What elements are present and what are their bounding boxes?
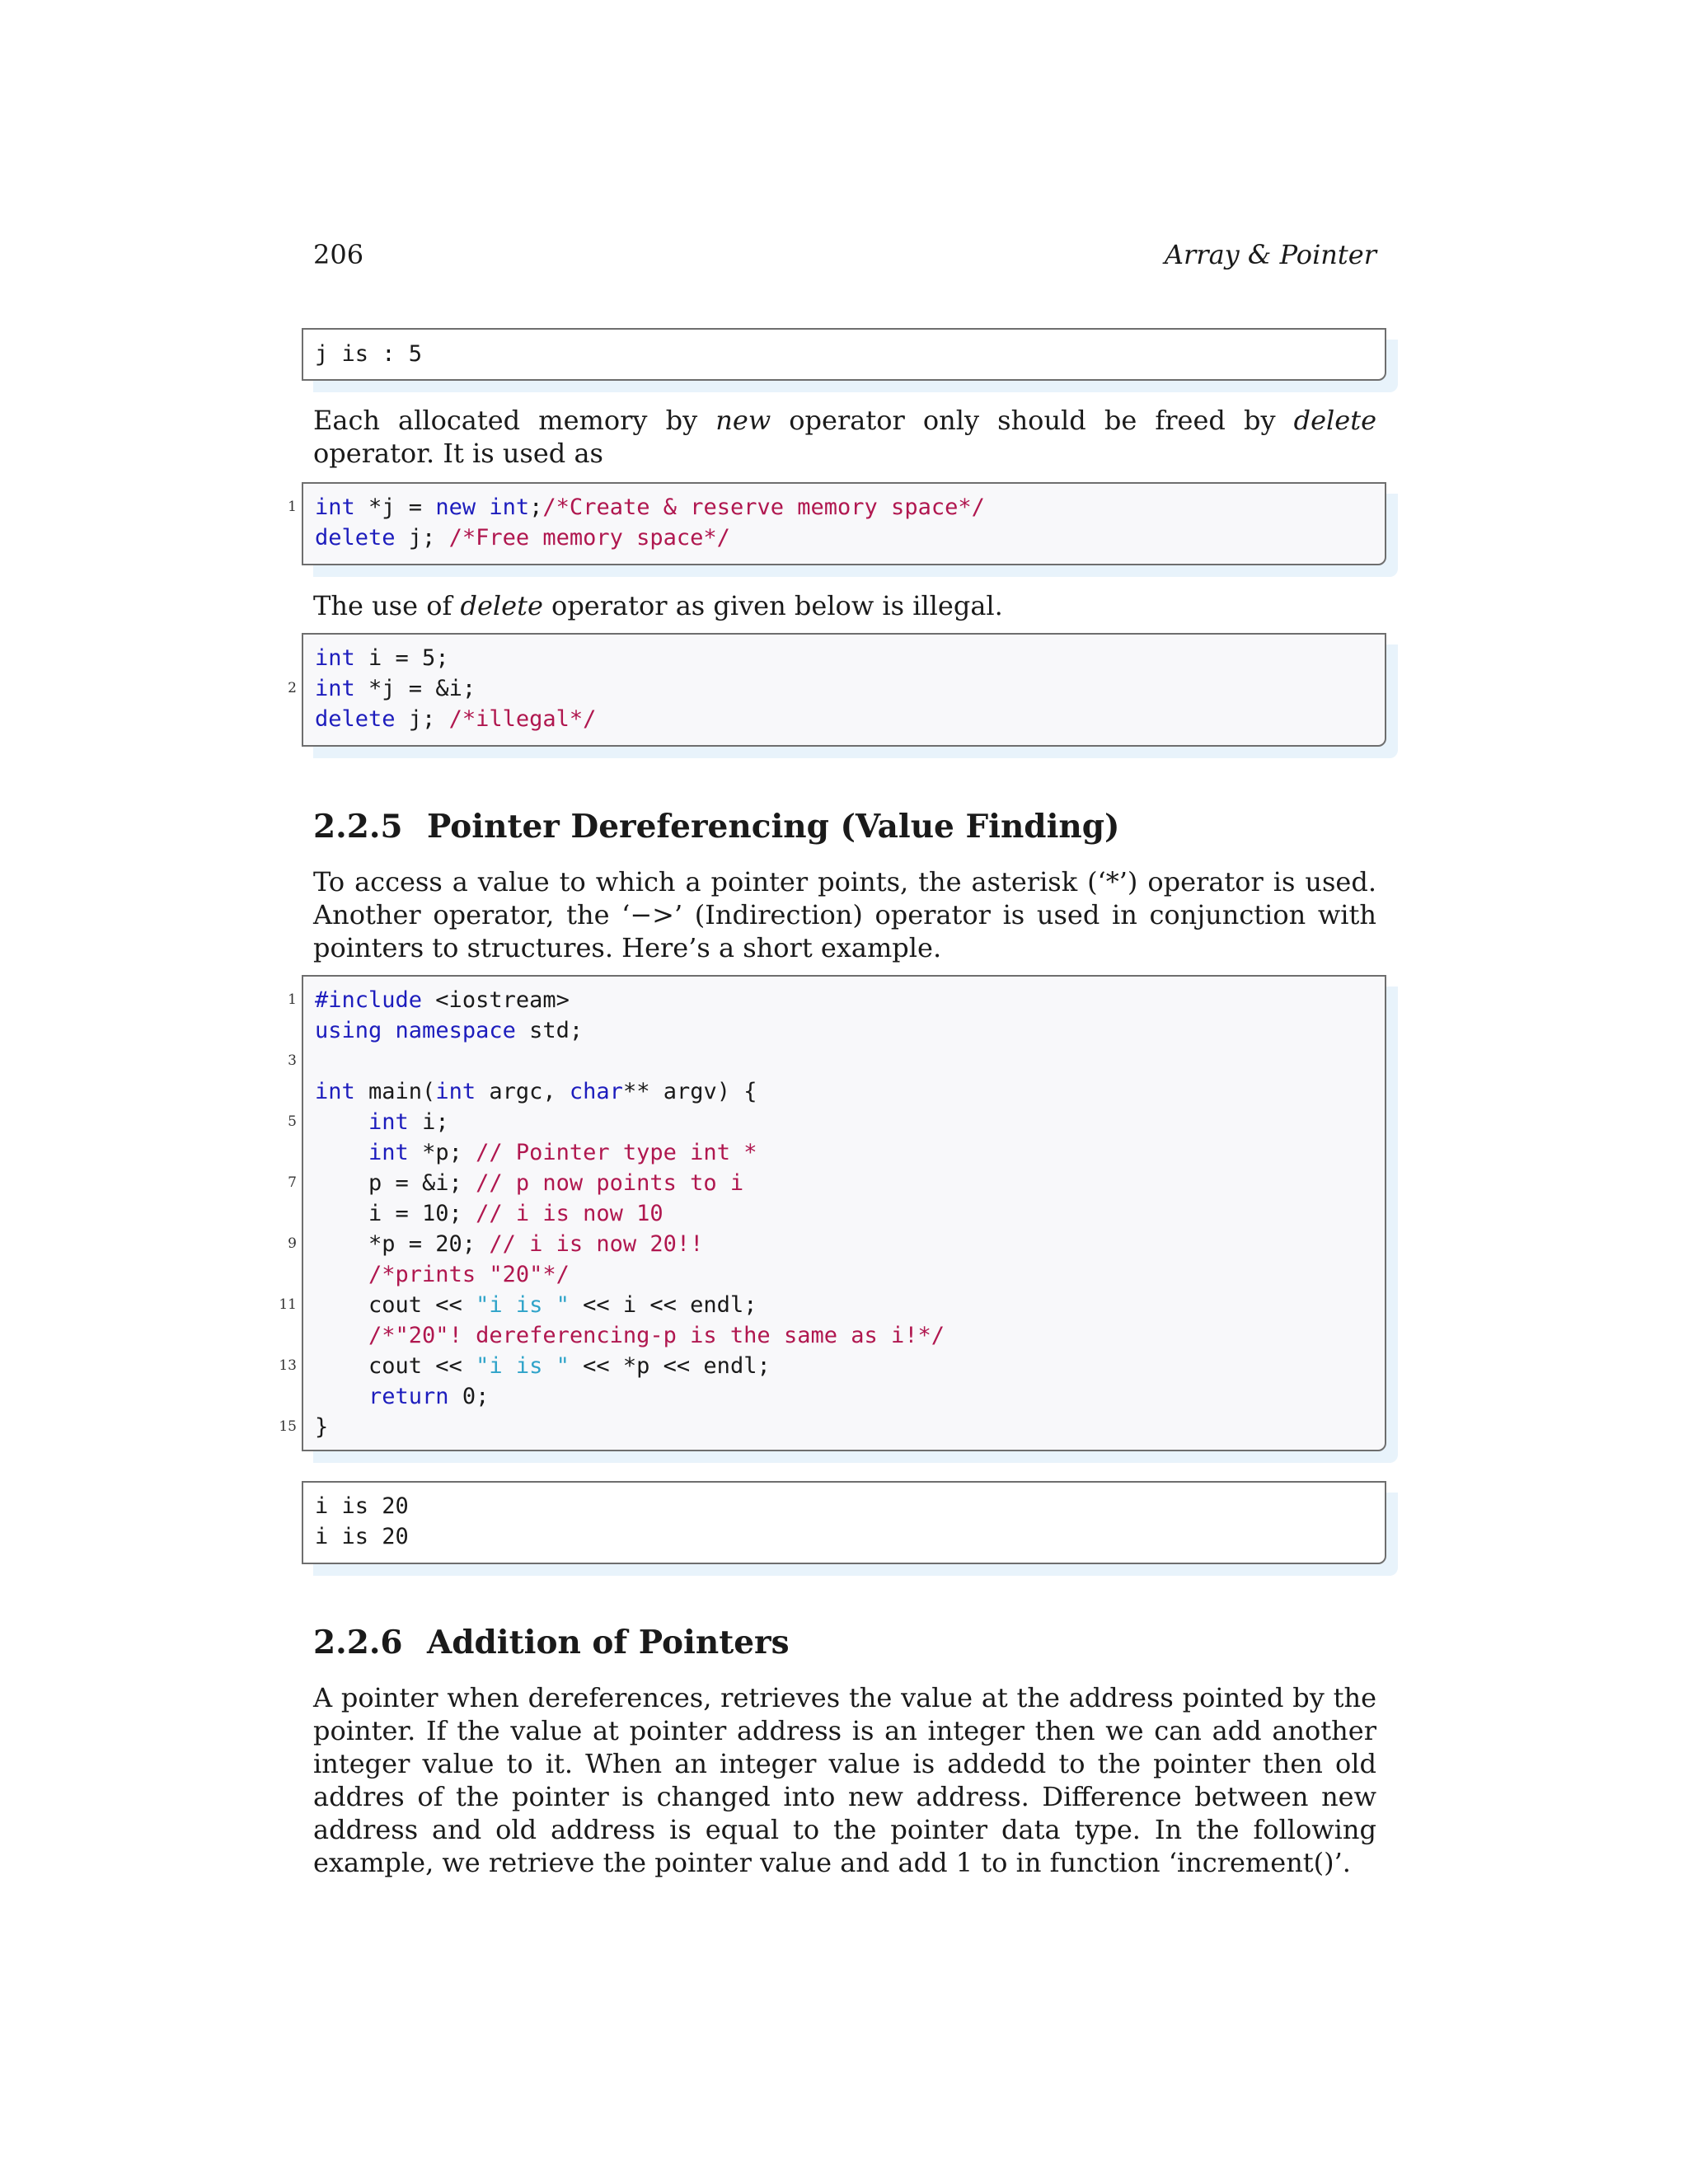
code-keyword: int <box>315 645 355 671</box>
code-comment: // i is now 10 <box>476 1201 663 1226</box>
line-number: 11 <box>279 1296 297 1313</box>
code-line <box>279 1351 1385 1381</box>
code-text: << i << endl; <box>569 1292 757 1318</box>
output-text: i is 20 <box>315 1524 409 1549</box>
paragraph-2-text-a: The use of <box>313 590 461 621</box>
code-text: cout << <box>315 1292 476 1318</box>
code-keyword: int <box>435 1079 476 1104</box>
code-line <box>279 1290 1385 1320</box>
code-listing-2 <box>288 633 1386 747</box>
code-line <box>288 1046 1385 1076</box>
code-line <box>288 1168 1385 1198</box>
code-line <box>303 1259 1385 1290</box>
code-string: "i is " <box>476 1353 570 1379</box>
code-keyword: return <box>368 1384 449 1409</box>
code-line <box>288 1107 1385 1137</box>
code-text: j; <box>395 706 449 732</box>
code-line <box>288 1229 1385 1259</box>
line-number: 7 <box>288 1174 297 1191</box>
code-line <box>303 1015 1385 1046</box>
code-comment: // p now points to i <box>476 1170 744 1196</box>
running-head <box>313 239 1376 272</box>
line-number: 9 <box>288 1235 297 1252</box>
code-text <box>315 1323 368 1348</box>
line-number: 5 <box>288 1113 297 1130</box>
code-line <box>303 1137 1385 1168</box>
code-keyword: char <box>569 1079 623 1104</box>
code-text <box>315 1109 368 1135</box>
code-text: *j = <box>354 494 436 520</box>
code-keyword: int <box>489 494 530 520</box>
code-text: << *p << endl; <box>569 1353 771 1379</box>
code-keyword: namespace <box>395 1018 516 1043</box>
code-text: std; <box>515 1018 584 1043</box>
code-line <box>288 985 1385 1015</box>
code-text: *j = &i; <box>354 676 476 701</box>
code-text: j; <box>395 525 449 551</box>
code-text <box>315 1262 368 1287</box>
code-keyword: using <box>315 1018 382 1043</box>
code-text: <iostream> <box>422 987 570 1013</box>
code-listing-3 <box>279 975 1386 1451</box>
line-number: 3 <box>288 1052 297 1069</box>
code-line <box>303 1198 1385 1229</box>
code-line <box>303 1076 1385 1107</box>
code-text: } <box>315 1414 329 1440</box>
code-string: "i is " <box>476 1292 570 1318</box>
code-text: i = 10; <box>315 1201 476 1226</box>
output-line <box>303 339 1385 369</box>
section-title: Addition of Pointers <box>427 1624 790 1661</box>
code-comment: /*Create & reserve memory space*/ <box>542 494 985 520</box>
line-number: 1 <box>288 499 297 515</box>
code-text <box>476 494 489 520</box>
code-line <box>288 492 1385 523</box>
code-comment: /*Free memory space*/ <box>448 525 730 551</box>
line-number: 2 <box>288 680 297 696</box>
section-heading-2-2-6 <box>313 1624 790 1661</box>
code-comment: /*illegal*/ <box>448 706 597 732</box>
section-number: 2.2.6 <box>313 1624 403 1661</box>
paragraph-1 <box>313 404 1376 470</box>
paragraph-2-text-b: operator as given below is illegal. <box>542 590 1003 621</box>
code-keyword: int <box>368 1140 409 1165</box>
code-keyword: int <box>368 1109 409 1135</box>
output-line <box>303 1491 1385 1521</box>
code-comment: // i is now 20!! <box>489 1231 704 1257</box>
output-text: i is 20 <box>315 1493 409 1519</box>
code-keyword: delete <box>315 525 396 551</box>
code-comment: /*"20"! dereferencing-p is the same as i!*/ <box>368 1323 945 1348</box>
code-text: main( <box>354 1079 436 1104</box>
code-line <box>303 523 1385 553</box>
code-text: *p = 20; <box>315 1231 490 1257</box>
paragraph-2 <box>313 589 1376 622</box>
output-text: j is : 5 <box>315 341 423 367</box>
code-keyword: int <box>315 676 355 701</box>
running-title: Array & Pointer <box>1164 239 1376 270</box>
code-line <box>279 1412 1385 1442</box>
code-keyword: delete <box>315 706 396 732</box>
code-comment: // Pointer type int * <box>476 1140 757 1165</box>
output-box-2 <box>302 1481 1386 1564</box>
output-box-1 <box>302 328 1386 381</box>
code-line <box>288 673 1385 704</box>
code-text: argc, <box>476 1079 570 1104</box>
output-line <box>303 1521 1385 1552</box>
code-text: i = 5; <box>354 645 449 671</box>
paragraph-2-emphasis-delete: delete <box>460 590 543 621</box>
code-keyword: int <box>315 494 355 520</box>
code-text: *p; <box>408 1140 476 1165</box>
paragraph-1-text-a: Each allocated memory by <box>313 405 716 436</box>
code-keyword: new <box>435 494 476 520</box>
paragraph-1-text-c: operator. It is used as <box>313 438 603 469</box>
line-number: 15 <box>279 1418 297 1435</box>
code-line <box>303 643 1385 673</box>
paragraph-1-emphasis-delete: delete <box>1293 405 1377 436</box>
line-number: 13 <box>279 1357 297 1374</box>
code-line <box>303 1381 1385 1412</box>
section-title: Pointer Dereferencing (Value Finding) <box>427 808 1120 846</box>
code-keyword: #include <box>315 987 423 1013</box>
code-keyword: int <box>315 1079 355 1104</box>
code-text: p = &i; <box>315 1170 476 1196</box>
paragraph-4: A pointer when dereferences, retrieves the value at the address pointed by the pointer. If the value at pointer address is an integer then we can add another integer value to it. When an integer value is addedd to the pointer then old addres of the pointer is changed into new address. Difference between new address and old address is equal to the pointer data type. In the following example, we retrieve the pointer value and add 1 to in function ‘increment()’. <box>313 1682 1376 1878</box>
line-number: 1 <box>288 991 297 1008</box>
code-text: 0; <box>448 1384 490 1409</box>
section-number: 2.2.5 <box>313 808 403 846</box>
paragraph-3: To access a value to which a pointer points, the asterisk (‘*’) operator is used. Another operator, the ‘−>’ (Indirection) operator is used in conjunction with pointers to structures. Here’s a short example. <box>313 866 1376 963</box>
code-text <box>382 1018 395 1043</box>
code-text <box>315 1384 368 1409</box>
code-listing-1 <box>288 482 1386 565</box>
code-text <box>315 1140 368 1165</box>
code-text: ; <box>529 494 543 520</box>
paragraph-1-text-b: operator only should be freed by <box>771 405 1294 436</box>
page-number: 206 <box>313 239 364 270</box>
code-text: i; <box>408 1109 449 1135</box>
section-heading-2-2-5 <box>313 808 1119 846</box>
code-text: cout << <box>315 1353 476 1379</box>
paragraph-1-emphasis-new: new <box>715 405 771 436</box>
code-line <box>303 1320 1385 1351</box>
code-comment: /*prints "20"*/ <box>368 1262 570 1287</box>
code-text: ** argv) { <box>622 1079 757 1104</box>
code-line <box>303 704 1385 734</box>
